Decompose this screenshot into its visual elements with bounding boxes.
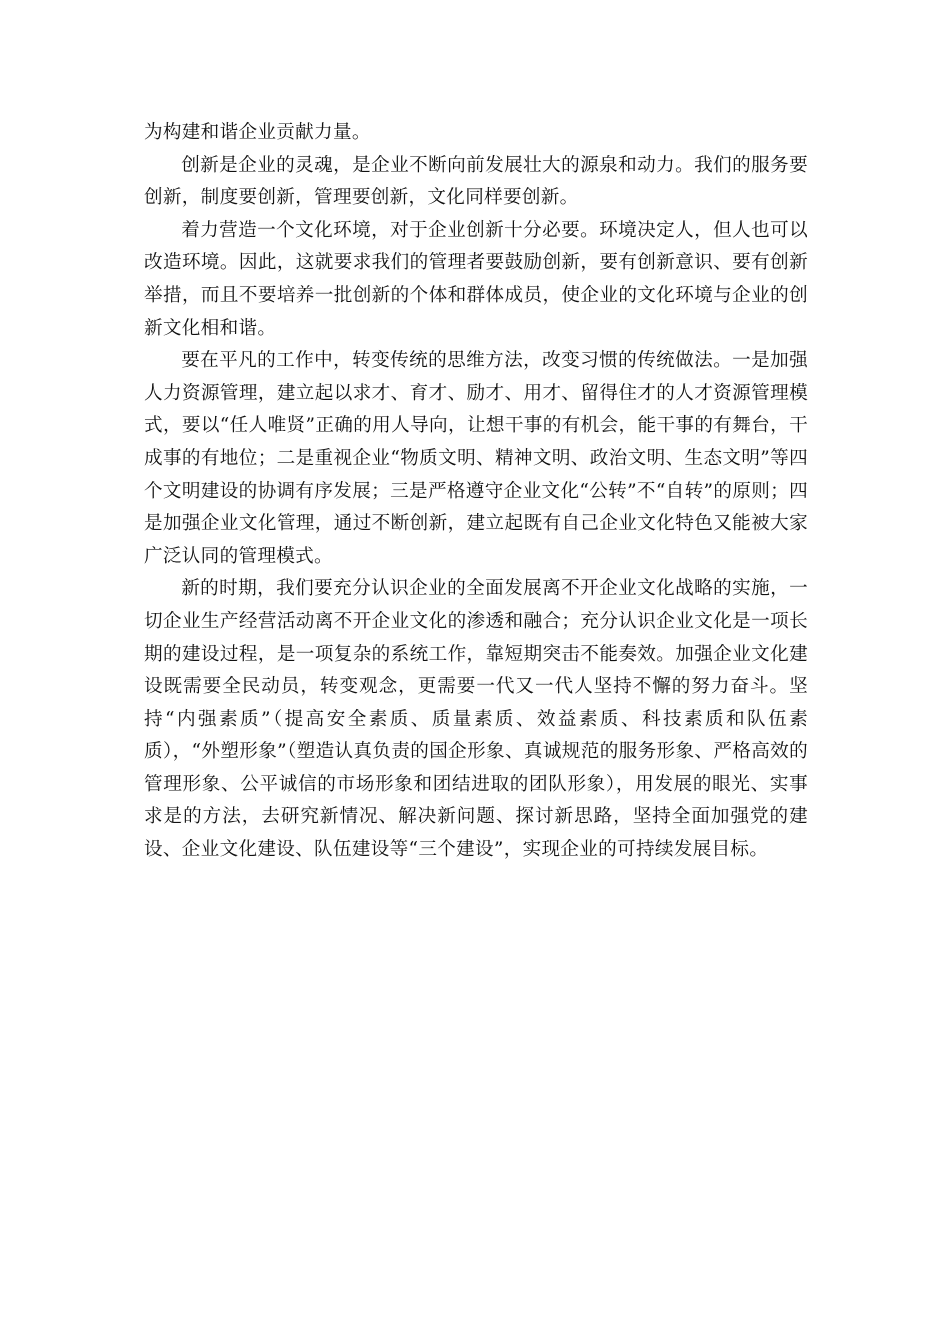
document-body <box>144 117 808 867</box>
paragraph-continued: 为构建和谐企业贡献力量。 <box>144 122 371 143</box>
paragraph-cultural-environment: 着力营造一个文化环境，对于企业创新十分必要。环境决定人，但人也可以改造环境。因此，这就要求我们的管理者要鼓励创新，要有创新意识、要有创新举措，而且不要培养一批创新的个体和群体成员，使企业的文化环境与企业的创新文化相和谐。 <box>144 219 808 339</box>
paragraph-working-methods: 要在平凡的工作中，转变传统的思维方法，改变习惯的传统做法。一是加强人力资源管理，建立起以求才、育才、励才、用才、留得住才的人才资源管理模式，要以“任人唯贤”正确的用人导向，让想干事的有机会，能干事的有舞台，干成事的有地位；二是重视企业“物质文明、精神文明、政治文明、生态文明”等四个文明建设的协调有序发展；三是严格遵守企业文化“公转”不“自转”的原则；四是加强企业文化管理，通过不断创新，建立起既有自己企业文化特色又能被大家广泛认同的管理模式。 <box>144 350 808 567</box>
paragraph-innovation: 创新是企业的灵魂，是企业不断向前发展壮大的源泉和动力。我们的服务要创新，制度要创新，管理要创新，文化同样要创新。 <box>144 154 808 209</box>
paragraph-new-era: 新的时期，我们要充分认识企业的全面发展离不开企业文化战略的实施，一切企业生产经营活动离不开企业文化的渗透和融合；充分认识企业文化是一项长期的建设过程，是一项复杂的系统工作，靠短期突击不能奏效。加强企业文化建设既需要全民动员，转变观念，更需要一代又一代人坚持不懈的努力奋斗。坚持“内强素质”（提高安全素质、质量素质、效益素质、科技素质和队伍素质），“外塑形象”（塑造认真负责的国企形象、真诚规范的服务形象、严格高效的管理形象、公平诚信的市场形象和团结进取的团队形象），用发展的眼光、实事求是的方法，去研究新情况、解决新问题、探讨新思路，坚持全面加强党的建设、企业文化建设、队伍建设等“三个建设”，实现企业的可持续发展目标。 <box>144 578 808 861</box>
